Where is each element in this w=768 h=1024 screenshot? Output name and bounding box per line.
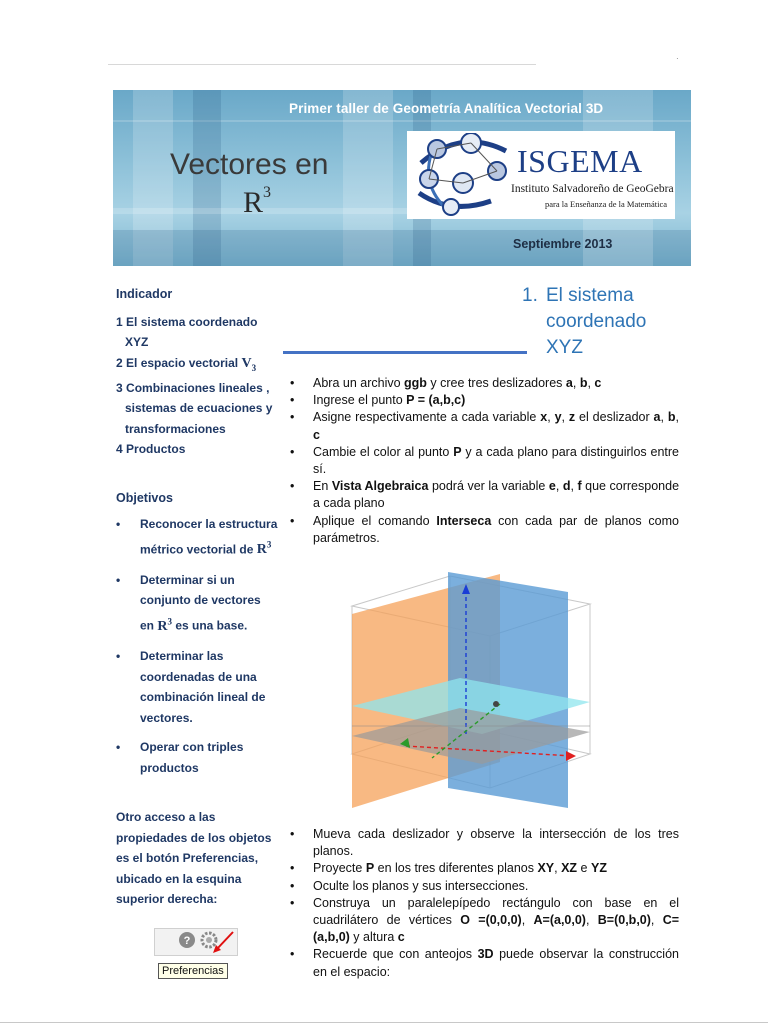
- planes-figure: [350, 566, 592, 808]
- objective-item: • Determinar si un conjunto de vectores en $R^3$ es una base.: [116, 570, 278, 637]
- top-rule: [108, 64, 536, 65]
- gear-icon: [202, 933, 216, 947]
- preferences-tooltip: Preferencias: [158, 963, 228, 979]
- logo-tagline: para la Enseñanza de la Matemática: [545, 199, 668, 209]
- steps-list-top: [287, 375, 679, 547]
- step-item: • Proyecte P en los tres diferentes planos XY, XZ e YZ: [287, 860, 679, 877]
- indicator-item: 2 El espacio vectorial $V_3$: [116, 355, 257, 373]
- step-item: • Ingrese el punto P = (a,b,c): [287, 392, 679, 409]
- section-heading: 1. El sistema coordenado XYZ: [522, 285, 647, 358]
- banner-date: Septiembre 2013: [513, 237, 613, 251]
- point-p: [493, 701, 499, 707]
- step-item: • Construya un paralelepípedo rectángulo con base en el cuadrilátero de vértices O =(0,0,0), A=(a,0,0), B=(0,b,0), C=(a,b,0) y altura c: [287, 895, 679, 947]
- indicator-title: Indicador: [116, 287, 173, 301]
- section-rule: [283, 351, 527, 354]
- banner-r3: $R^3$: [243, 184, 272, 219]
- banner-title: Primer taller de Geometría Analítica Vectorial 3D: [289, 101, 604, 116]
- preferences-snapshot: [154, 928, 236, 983]
- step-item: • Oculte los planos y sus intersecciones.: [287, 878, 679, 895]
- step-item: • Abra un archivo ggb y cree tres deslizadores a, b, c: [287, 375, 679, 392]
- left-column: [116, 284, 278, 910]
- objectives-list: [116, 514, 278, 778]
- step-item: • Recuerde que con anteojos 3D puede observar la construcción en el espacio:: [287, 946, 679, 980]
- banner: [113, 90, 691, 266]
- bottom-rule: [0, 1022, 768, 1023]
- steps-list-bottom: [287, 826, 679, 981]
- corner-mark: ·: [676, 54, 679, 63]
- logo-graphic: [411, 133, 519, 221]
- objective-item: • Reconocer la estructura métrico vectorial de $R^3$: [116, 514, 278, 561]
- objective-item: • Determinar las coordenadas de una combinación lineal de vectores.: [116, 646, 278, 728]
- indicator-item: 3 Combinaciones lineales , sistemas de ecuaciones y transformaciones: [116, 380, 273, 436]
- banner-heading: Vectores en: [170, 148, 329, 181]
- step-item: • Aplique el comando Interseca con cada par de planos como parámetros.: [287, 513, 679, 547]
- preferences-note: Otro acceso a las propiedades de los objetos es el botón Preferencias, ubicado en la esquina superior derecha:: [116, 810, 272, 907]
- step-item: • Mueva cada deslizador y observe la intersección de los tres planos.: [287, 826, 679, 860]
- indicator-item: 1 El sistema coordenado XYZ: [116, 314, 258, 349]
- objectives-title: Objetivos: [116, 490, 173, 505]
- step-item: • Asigne respectivamente a cada variable x, y, z el deslizador a, b, c: [287, 409, 679, 443]
- svg-text:?: ?: [183, 935, 191, 947]
- indicator-item: 4 Productos: [116, 442, 186, 457]
- logo: [407, 131, 675, 219]
- help-icon: [179, 932, 195, 948]
- logo-name: ISGEMA: [517, 143, 643, 179]
- step-item: • Cambie el color al punto P y a cada plano para distinguirlos entre sí.: [287, 444, 679, 478]
- step-item: • En Vista Algebraica podrá ver la variable e, d, f que corresponde a cada plano: [287, 478, 679, 512]
- objective-item: • Operar con triples productos: [116, 737, 278, 778]
- logo-subtitle: Instituto Salvadoreño de GeoGebra: [511, 183, 674, 195]
